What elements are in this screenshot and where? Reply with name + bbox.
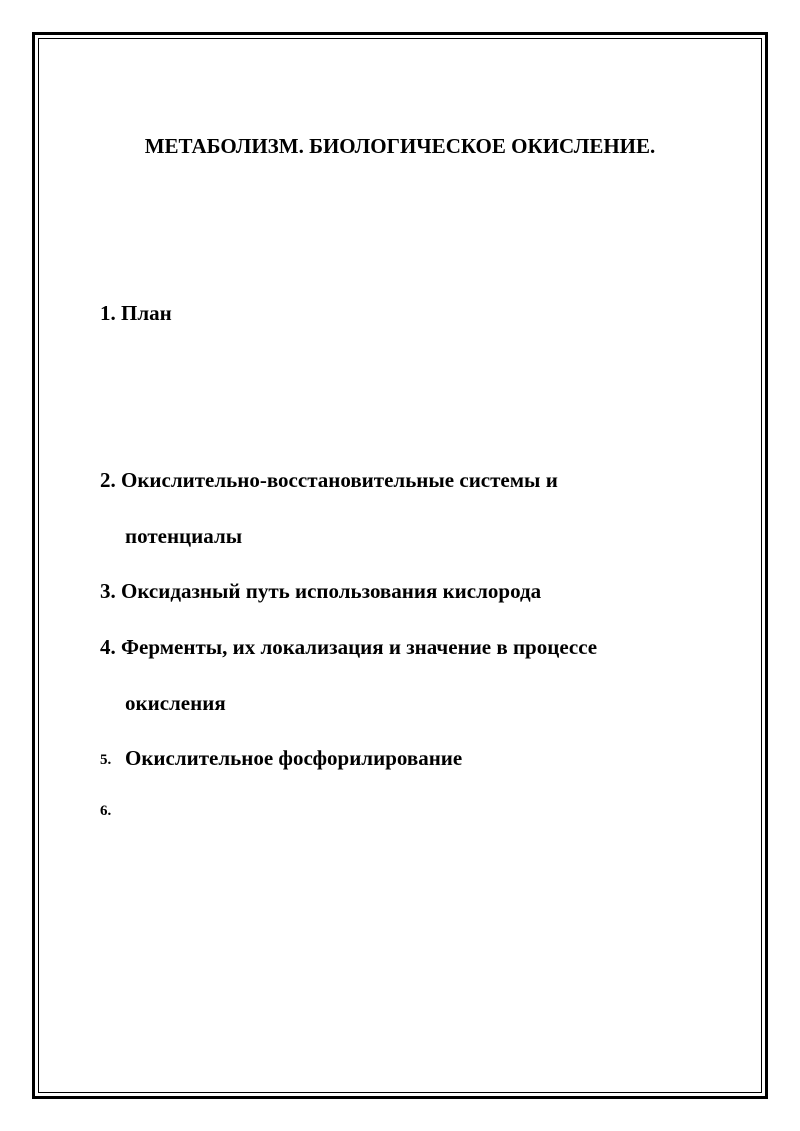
list-item-2: 2. Окислительно-восстановительные системы и — [100, 468, 558, 492]
list-item-6-number: 6. — [100, 803, 112, 819]
list-item-4: 4. Ферменты, их локализация и значение в процессе — [100, 635, 598, 659]
list-item-3: 3. Оксидазный путь использования кислорода — [100, 579, 542, 603]
list-item-1: 1. План — [100, 301, 172, 325]
page-title: МЕТАБОЛИЗМ. БИОЛОГИЧЕСКОЕ ОКИСЛЕНИЕ. — [144, 134, 656, 158]
list-item-5-text: Окислительное фосфорилирование — [125, 746, 463, 770]
page-border-inner — [38, 38, 762, 1093]
list-item-5-number: 5. — [100, 752, 112, 768]
list-item-4-continuation: окисления — [125, 691, 226, 715]
list-item-2-continuation: потенциалы — [125, 524, 243, 548]
